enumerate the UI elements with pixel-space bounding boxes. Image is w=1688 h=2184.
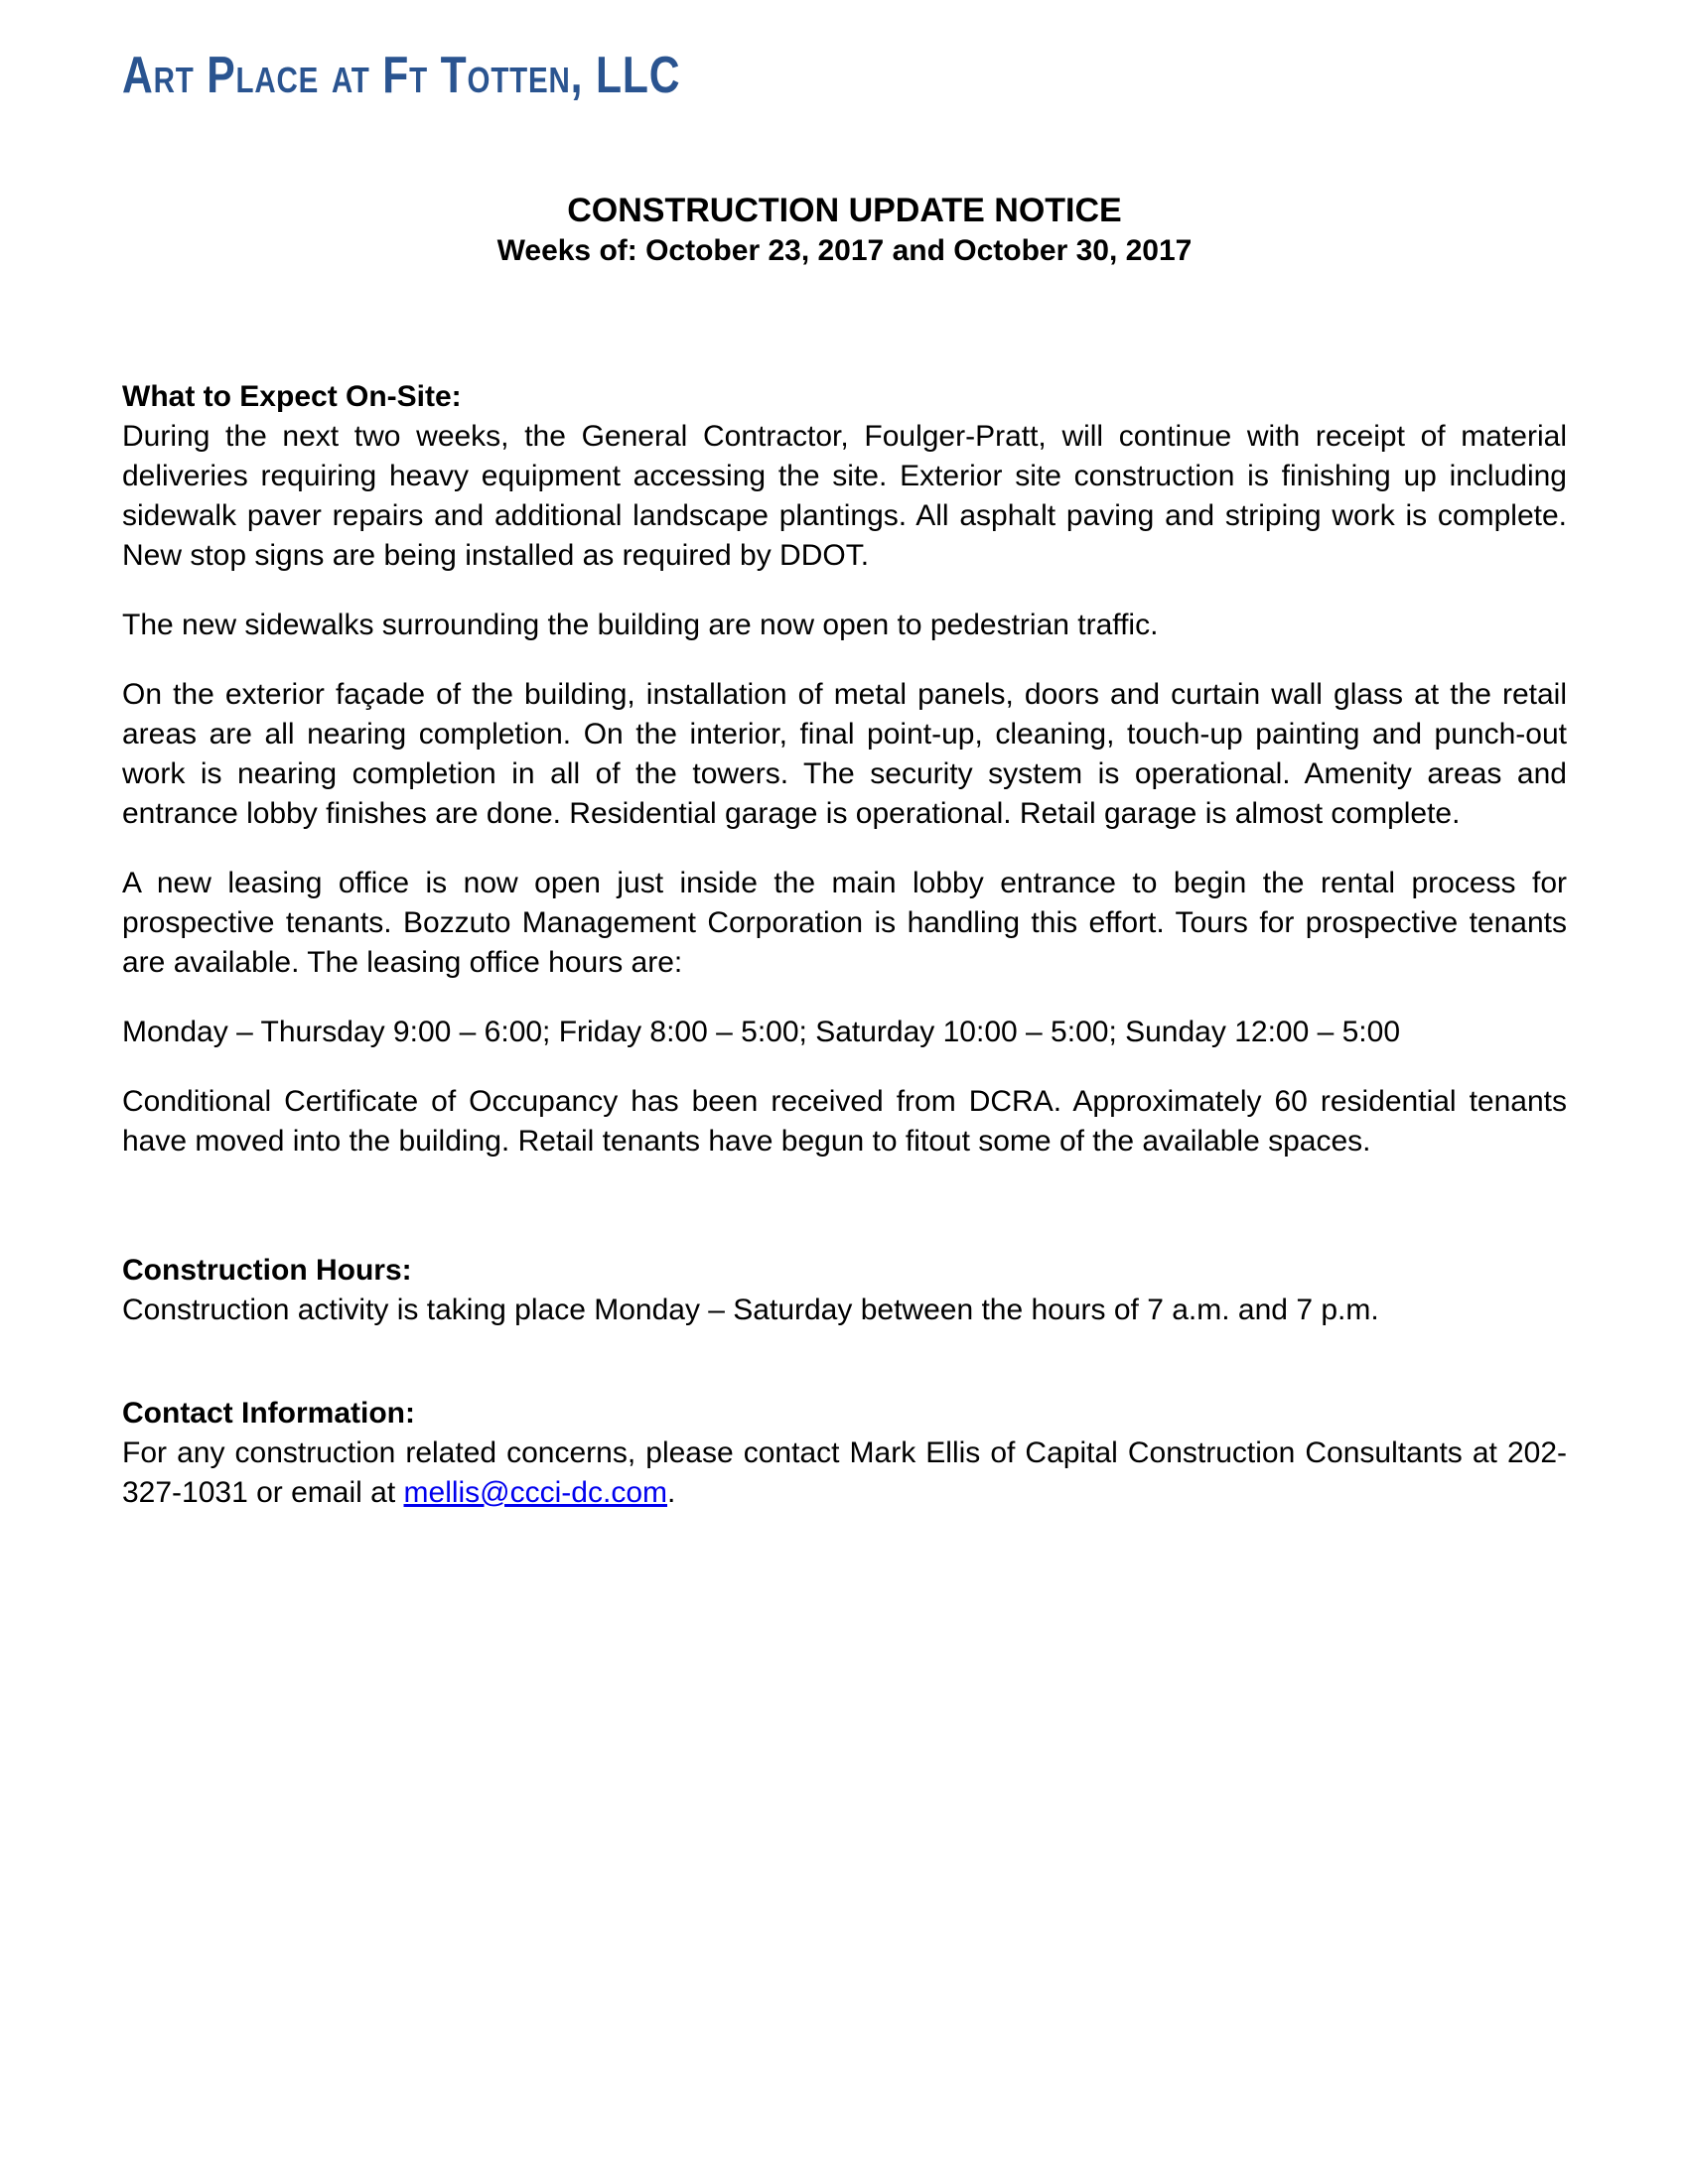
section-heading-contact-information: Contact Information: <box>122 1397 415 1430</box>
company-logo: Art Place at Ft Totten, LLC <box>122 47 681 104</box>
section-heading-what-to-expect: What to Expect On-Site: <box>122 380 462 413</box>
document-header <box>122 46 1567 105</box>
section-heading-construction-hours: Construction Hours: <box>122 1254 412 1287</box>
title-block <box>122 191 1567 270</box>
paragraph-sidewalks: The new sidewalks surrounding the building are now open to pedestrian traffic. <box>122 609 1159 641</box>
paragraph-construction-hours: Construction activity is taking place Monday – Saturday between the hours of 7 a.m. and 7 p.m. <box>122 1294 1379 1326</box>
document-body <box>122 377 1567 1513</box>
paragraph-leasing-hours: Monday – Thursday 9:00 – 6:00; Friday 8:00 – 5:00; Saturday 10:00 – 5:00; Sunday 12:00 – 5:00 <box>122 1016 1401 1048</box>
paragraph-site-work: During the next two weeks, the General Contractor, Foulger-Pratt, will continue with receipt of material deliveries requiring heavy equipment accessing the site. Exterior site construction is finishing up including sidewalk paver repairs and additional landscape plantings. All asphalt paving and striping work is complete. New stop signs are being installed as required by DDOT. <box>122 420 1567 572</box>
paragraph-occupancy: Conditional Certificate of Occupancy has been received from DCRA. Approximately 60 residential tenants have moved into the building. Retail tenants have begun to fitout some of the available spaces. <box>122 1085 1567 1158</box>
document-title: CONSTRUCTION UPDATE NOTICE <box>567 192 1122 229</box>
paragraph-contact <box>122 1433 1567 1513</box>
contact-text-before-link: For any construction related concerns, please contact Mark Ellis of Capital Construction Consultants at 202-327-1031 or email at <box>122 1436 1567 1509</box>
contact-email-link[interactable]: mellis@ccci-dc.com <box>403 1476 667 1509</box>
paragraph-leasing-office: A new leasing office is now open just inside the main lobby entrance to begin the rental process for prospective tenants. Bozzuto Management Corporation is handling this effort. Tours for prospective tenants are available. The leasing office hours are: <box>122 867 1567 979</box>
document-subtitle: Weeks of: October 23, 2017 and October 30, 2017 <box>496 234 1193 267</box>
paragraph-facade-interior: On the exterior façade of the building, installation of metal panels, doors and curtain wall glass at the retail areas are all nearing completion. On the interior, final point-up, cleaning, touch-up painting and punch-out work is nearing completion in all of the towers. The security system is operational. Amenity areas and entrance lobby finishes are done. Residential garage is operational. Retail garage is almost complete. <box>122 678 1567 830</box>
contact-text-after-link: . <box>667 1476 676 1509</box>
